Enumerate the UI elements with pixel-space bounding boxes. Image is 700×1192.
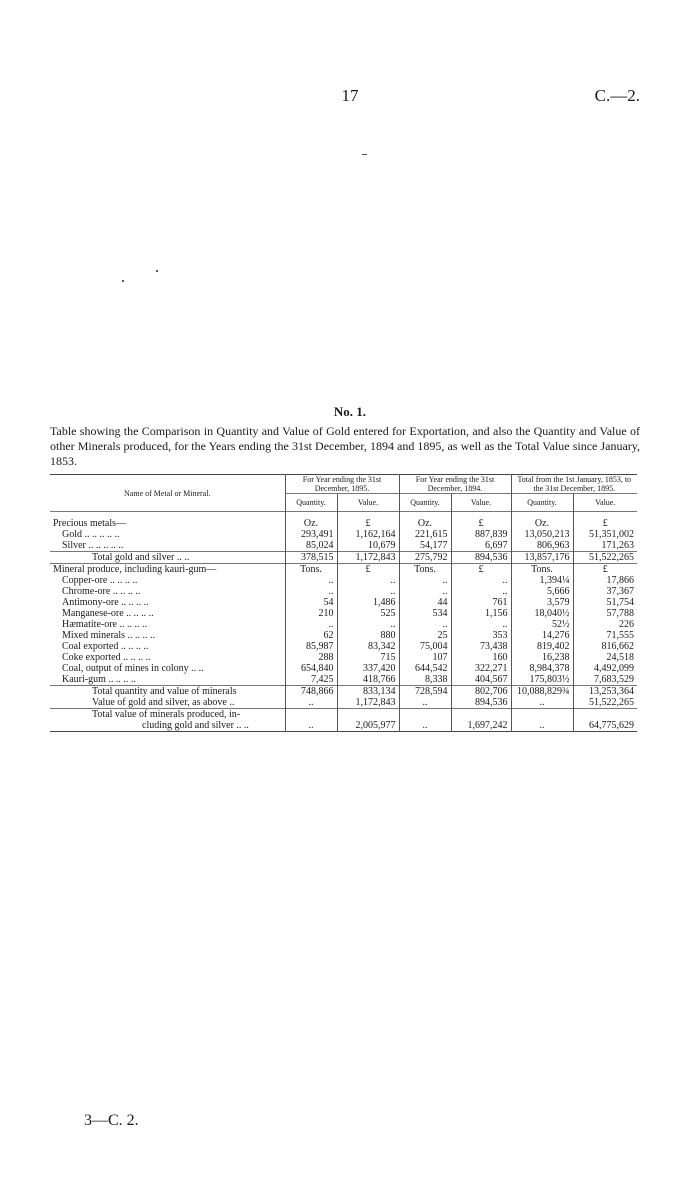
- row-label: Coal, output of mines in colony .. ..: [62, 663, 204, 674]
- cell: 418,766: [337, 674, 399, 686]
- cell: ..: [399, 586, 451, 597]
- cell: 14,276: [511, 630, 573, 641]
- scan-speck: [156, 270, 158, 272]
- cell: 160: [451, 652, 511, 663]
- header-total-since-1853: Total from the 1st January, 1853, to the 31st December, 1895.: [511, 475, 637, 494]
- cell: 5,666: [511, 586, 573, 597]
- grand-total-label-line-2: cluding gold and silver .. ..: [142, 720, 249, 731]
- cell: 175,803½: [511, 674, 573, 686]
- cell: 13,857,176: [511, 552, 573, 564]
- cell: 75,004: [399, 641, 451, 652]
- row-label: Gold .. .. .. .. ..: [62, 529, 120, 540]
- table-row: [50, 597, 637, 608]
- row-label: Chrome-ore .. .. .. ..: [62, 586, 141, 597]
- cell: ..: [285, 697, 337, 709]
- cell: 171,263: [573, 540, 637, 552]
- cell: 52½: [511, 619, 573, 630]
- unit-label: £: [451, 518, 511, 529]
- unit-label: £: [337, 564, 399, 576]
- table-row: [50, 630, 637, 641]
- header-1895: For Year ending the 31st December, 1895.: [285, 475, 399, 494]
- table-row: [50, 575, 637, 586]
- cell: 894,536: [451, 697, 511, 709]
- cell: 83,342: [337, 641, 399, 652]
- cell: 715: [337, 652, 399, 663]
- cell: ..: [337, 619, 399, 630]
- cell: 819,402: [511, 641, 573, 652]
- row-label: Mixed minerals .. .. .. ..: [62, 630, 156, 641]
- precious-heading-row: [50, 518, 637, 529]
- total-row: [50, 552, 637, 564]
- cell: 7,683,529: [573, 674, 637, 686]
- total-row: [50, 686, 637, 698]
- cell: 85,024: [285, 540, 337, 552]
- table-row: [50, 586, 637, 597]
- cell: 44: [399, 597, 451, 608]
- row-label: Antimony-ore .. .. .. ..: [62, 597, 149, 608]
- cell: 107: [399, 652, 451, 663]
- table-row: [50, 663, 637, 674]
- footer-code: 3—C. 2.: [84, 1112, 139, 1129]
- row-label: Coal exported .. .. .. ..: [62, 641, 149, 652]
- cell: ..: [337, 586, 399, 597]
- cell: 322,271: [451, 663, 511, 674]
- cell: 833,134: [337, 686, 399, 698]
- cell: ..: [399, 575, 451, 586]
- table-number: No. 1.: [333, 404, 367, 419]
- cell: 51,754: [573, 597, 637, 608]
- row-label: Total gold and silver .. ..: [50, 552, 285, 564]
- cell: ..: [285, 619, 337, 630]
- table-row: [50, 540, 637, 552]
- grand-total-label-line-1: Total value of minerals produced, in-: [92, 709, 241, 720]
- cell: 748,866: [285, 686, 337, 698]
- cell: 880: [337, 630, 399, 641]
- cell: 37,367: [573, 586, 637, 597]
- unit-label: £: [451, 564, 511, 576]
- cell: 62: [285, 630, 337, 641]
- cell: 54,177: [399, 540, 451, 552]
- cell: 1,394¼: [511, 575, 573, 586]
- cell: ..: [337, 575, 399, 586]
- cell: 73,438: [451, 641, 511, 652]
- minerals-table: [50, 474, 637, 732]
- cell: 337,420: [337, 663, 399, 674]
- row-label: Coke exported .. .. .. ..: [62, 652, 151, 663]
- cell: 887,839: [451, 529, 511, 540]
- row-label: Kauri-gum .. .. .. ..: [62, 674, 136, 685]
- unit-label: Oz.: [399, 518, 451, 529]
- cell: 378,515: [285, 552, 337, 564]
- cell: 802,706: [451, 686, 511, 698]
- cell: 226: [573, 619, 637, 630]
- unit-label: Oz.: [511, 518, 573, 529]
- name-column-header: Name of Metal or Mineral.: [124, 488, 211, 498]
- cell: 1,156: [451, 608, 511, 619]
- header-1894: For Year ending the 31st December, 1894.: [399, 475, 511, 494]
- cell: 6,697: [451, 540, 511, 552]
- unit-label: £: [573, 518, 637, 529]
- value-header: Value.: [451, 494, 511, 512]
- cell: 525: [337, 608, 399, 619]
- cell: ..: [511, 709, 573, 732]
- table-row: [50, 641, 637, 652]
- cell: 54: [285, 597, 337, 608]
- cell: 816,662: [573, 641, 637, 652]
- cell: 654,840: [285, 663, 337, 674]
- cell: 1,697,242: [451, 709, 511, 732]
- row-label: Copper-ore .. .. .. ..: [62, 575, 138, 586]
- cell: 51,351,002: [573, 529, 637, 540]
- value-header: Value.: [573, 494, 637, 512]
- cell: ..: [399, 709, 451, 732]
- cell: 18,040½: [511, 608, 573, 619]
- cell: 51,522,265: [573, 697, 637, 709]
- cell: 3,579: [511, 597, 573, 608]
- table-row: [50, 608, 637, 619]
- row-label: Manganese-ore .. .. .. ..: [62, 608, 154, 619]
- cell: 1,172,843: [337, 552, 399, 564]
- unit-label: Tons.: [399, 564, 451, 576]
- quantity-header: Quantity.: [511, 494, 573, 512]
- cell: 288: [285, 652, 337, 663]
- cell: 13,253,364: [573, 686, 637, 698]
- cell: 71,555: [573, 630, 637, 641]
- cell: 25: [399, 630, 451, 641]
- header-row: [50, 475, 637, 494]
- cell: 10,088,829¾: [511, 686, 573, 698]
- table-row: [50, 529, 637, 540]
- cell: 1,172,843: [337, 697, 399, 709]
- unit-label: £: [337, 518, 399, 529]
- cell: ..: [399, 697, 451, 709]
- grand-total-row: [50, 709, 637, 732]
- cell: ..: [285, 575, 337, 586]
- cell: 64,775,629: [573, 709, 637, 732]
- cell: 10,679: [337, 540, 399, 552]
- page-number: 17: [341, 86, 359, 105]
- cell: 85,987: [285, 641, 337, 652]
- cell: ..: [451, 575, 511, 586]
- cell: 13,050,213: [511, 529, 573, 540]
- quantity-header: Quantity.: [399, 494, 451, 512]
- cell: 275,792: [399, 552, 451, 564]
- cell: ..: [399, 619, 451, 630]
- unit-label: Oz.: [285, 518, 337, 529]
- section-heading: Precious metals—: [53, 518, 127, 529]
- cell: 806,963: [511, 540, 573, 552]
- cell: ..: [451, 619, 511, 630]
- cell: 57,788: [573, 608, 637, 619]
- cell: ..: [511, 697, 573, 709]
- cell: ..: [451, 586, 511, 597]
- table-row: [50, 619, 637, 630]
- document-reference: C.—2.: [594, 86, 640, 105]
- table-row: [50, 697, 637, 709]
- cell: 221,615: [399, 529, 451, 540]
- table-caption: Table showing the Comparison in Quantity and Value of Gold entered for Exportation, and also the Quantity and Value of other Minerals produced, for the Years ending the 31st December, 1894 and 1895, as well as the Total Value since January, 1853.: [50, 424, 640, 468]
- scan-speck: [122, 280, 124, 282]
- cell: 8,338: [399, 674, 451, 686]
- table-row: [50, 674, 637, 686]
- row-label: Total quantity and value of minerals: [50, 686, 285, 698]
- unit-label: £: [573, 564, 637, 576]
- cell: 7,425: [285, 674, 337, 686]
- unit-label: Tons.: [285, 564, 337, 576]
- cell: 534: [399, 608, 451, 619]
- cell: 644,542: [399, 663, 451, 674]
- cell: ..: [285, 709, 337, 732]
- row-label: Value of gold and silver, as above ..: [92, 697, 235, 708]
- value-header: Value.: [337, 494, 399, 512]
- cell: 1,162,164: [337, 529, 399, 540]
- row-label: Hæmatite-ore .. .. .. ..: [62, 619, 147, 630]
- cell: 51,522,265: [573, 552, 637, 564]
- scan-speck: [362, 154, 367, 155]
- cell: 2,005,977: [337, 709, 399, 732]
- cell: ..: [285, 586, 337, 597]
- cell: 16,238: [511, 652, 573, 663]
- table-row: [50, 652, 637, 663]
- unit-label: Tons.: [511, 564, 573, 576]
- cell: 17,866: [573, 575, 637, 586]
- cell: 24,518: [573, 652, 637, 663]
- cell: 894,536: [451, 552, 511, 564]
- cell: 293,491: [285, 529, 337, 540]
- quantity-header: Quantity.: [285, 494, 337, 512]
- section-heading: Mineral produce, including kauri-gum—: [50, 564, 285, 576]
- cell: 210: [285, 608, 337, 619]
- row-label: Silver .. .. .. .. ..: [62, 540, 124, 551]
- cell: 1,486: [337, 597, 399, 608]
- cell: 761: [451, 597, 511, 608]
- cell: 8,984,378: [511, 663, 573, 674]
- row-label: [50, 709, 285, 732]
- cell: 728,594: [399, 686, 451, 698]
- cell: 353: [451, 630, 511, 641]
- cell: 404,567: [451, 674, 511, 686]
- cell: 4,492,099: [573, 663, 637, 674]
- minerals-heading-row: [50, 564, 637, 576]
